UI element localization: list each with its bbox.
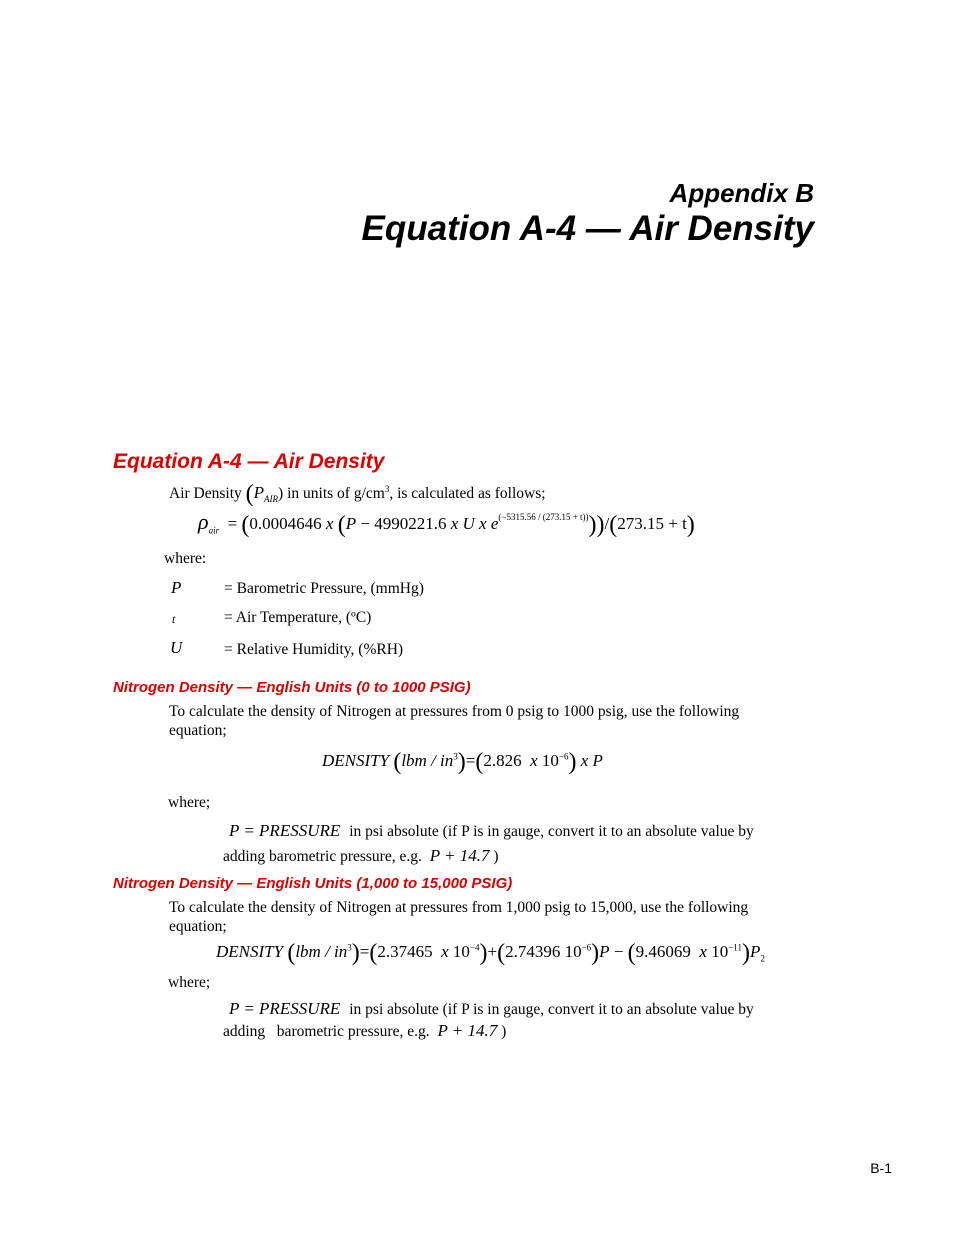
var-t-symbol: t [172,612,176,626]
eq3-term2: 2.74396 [505,942,561,961]
nitrogen-high-line2: equation; [169,918,227,935]
eq3-equals: = [359,942,370,961]
eq3-term3: 9.46069 [635,942,691,961]
var-u-desc: = Relative Humidity, (%RH) [224,641,404,658]
eq2-units-exp: 3 [453,751,458,762]
eq-x2: x [450,514,459,533]
def3-text: in psi absolute (if P is in gauge, convert it to an absolute value by [349,1001,754,1018]
section-heading-nitrogen-high: Nitrogen Density — English Units (1,000 to 15,000 PSIG) [113,875,513,892]
section-heading-nitrogen-low: Nitrogen Density — English Units (0 to 1000 PSIG) [113,679,471,696]
eq3-lhs: DENSITY [216,942,284,961]
eq3-p2-sub: 2 [760,953,765,964]
nitrogen-low-line2: equation; [169,722,227,739]
eq-p: P [345,514,357,533]
eq3-ten3-exp: −11 [728,942,742,953]
def2-line2: adding barometric pressure, e.g. [223,848,422,865]
eq-exponent: (−5315.56 / (273.15 + t)) [498,512,589,522]
eq2-lhs: DENSITY [322,751,390,770]
nitrogen-high-definition-line2 [223,1021,506,1041]
eq2-units: lbm / in [401,751,454,770]
eq3-p2: P [749,942,761,961]
intro-units: in units of g/cm [287,485,385,502]
intro-symbol: P [253,483,265,502]
eq-e: e [490,514,499,533]
eq-coef: 4990221.6 [374,514,447,533]
def3-example: P + 14.7 [437,1021,498,1040]
eq-x3: x [479,514,487,533]
eq-minus: − [360,514,370,533]
eq3-units-exp: 3 [347,942,352,953]
appendix-label: Appendix B [669,178,814,208]
eq3-x1: x [441,942,449,961]
intro-units-exp: 3 [384,483,390,494]
eq2-ten-exp: −6 [558,751,569,762]
var-u-symbol: U [170,638,183,657]
eq3-x2: x [699,942,707,961]
eq-x1: x [325,514,334,533]
nitrogen-low-line1: To calculate the density of Nitrogen at pressures from 0 psig to 1000 psig, use the following [169,703,740,720]
eq3-plus: + [487,942,498,961]
eq3-ten3: 10 [711,942,729,961]
nitrogen-low-equation: DENSITY $(lbm / in^3)=(2.826$ x $10^{-6}$) x P [322,749,603,775]
eq3-minus: − [613,942,624,961]
var-p-desc: = Barometric Pressure, (mmHg) [224,580,424,597]
def2-text: in psi absolute (if P is in gauge, convert it to an absolute value by [349,823,754,840]
nitrogen-high-definition [229,999,754,1019]
var-p-symbol: P [171,578,182,597]
eq-constant: 0.0004646 [249,514,322,533]
nitrogen-low-definition-line2 [223,846,499,866]
eq3-units: lbm / in [295,942,348,961]
intro-prefix: Air Density [169,485,242,502]
where-label-1: where: [164,550,207,567]
where-label-2: where; [168,794,211,811]
where-label-3: where; [168,974,211,991]
eq2-ten: 10 [541,751,559,770]
section-heading-air-density: Equation A-4 — Air Density [113,450,385,473]
eq3-ten1: 10 [452,942,470,961]
eq-divide: / [604,514,610,533]
intro-symbol-sub: AIR [264,494,279,505]
eq-denominator: 273.15 + t [617,514,687,533]
def3-close: ) [501,1023,507,1040]
eq3-p: P [599,942,610,961]
eq-rho: ρ [198,509,209,534]
nitrogen-high-line1: To calculate the density of Nitrogen at pressures from 1,000 psig to 15,000, use the following [169,899,749,916]
intro-suffix: , is calculated as follows; [389,485,546,502]
eq2-p: P [592,751,603,770]
page-title: Equation A-4 — Air Density [361,209,814,248]
nitrogen-high-equation: DENSITY $(lbm / in^3)=(2.37465$ x $10^{-4})+(2.74396$ $10^{-6})P - (9.46069$ x $10^{-11})P_2$ [216,940,765,966]
def2-example: P + 14.7 [429,846,490,865]
def2-symbol: P = PRESSURE [229,821,341,840]
air-density-intro: Air Density $(P_{AIR})$ in units of $g/cm^3$, is calculated as follows; [169,481,546,507]
eq2-x1: x [530,751,538,770]
eq2-x2: x [580,751,589,770]
eq3-ten2: 10 [564,942,582,961]
eq2-coef: 2.826 [483,751,522,770]
def2-close: ) [493,848,499,865]
eq2-equals: = [465,751,476,770]
air-density-equation: $\rho_{air} = (0.0004646$ x (P − 4990221.6 x U x $e^{(-5315.56 / (273.15 + t))}))/(273.15 + t)$ [198,509,695,538]
page-number: B-1 [870,1160,892,1176]
def3-line2: adding barometric pressure, e.g. [223,1023,430,1040]
eq3-ten1-exp: −4 [469,942,480,953]
eq3-ten2-exp: −6 [581,942,592,953]
eq-u: U [462,514,475,533]
def3-symbol: P = PRESSURE [229,999,341,1018]
eq-rho-sub: air [208,525,220,536]
var-t-desc: = Air Temperature, (ºC) [224,609,372,626]
eq3-term1: 2.37465 [377,942,433,961]
nitrogen-low-definition [229,821,754,841]
